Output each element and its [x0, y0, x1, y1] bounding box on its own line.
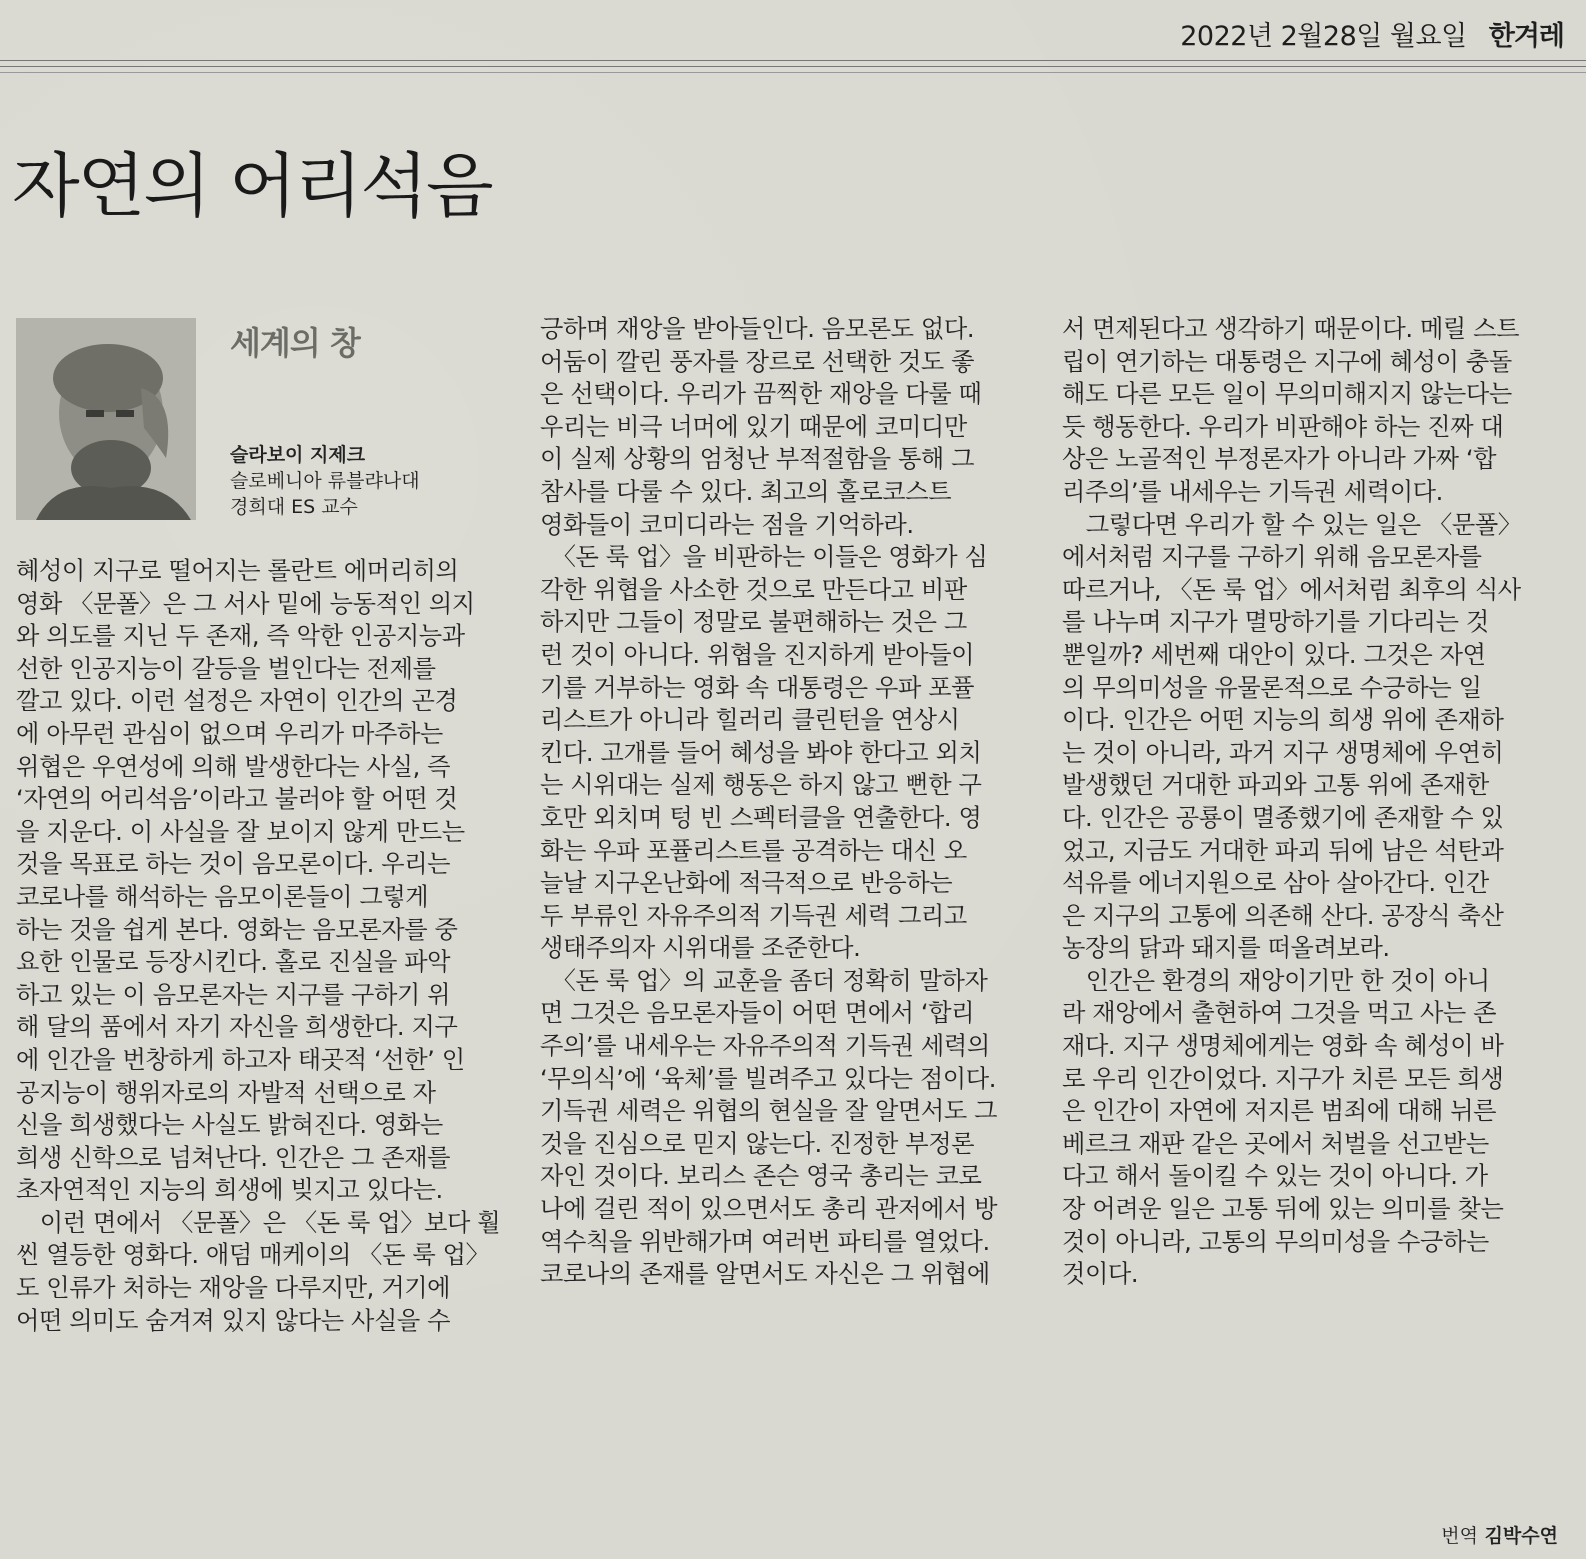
article-text-line: 공지능이 행위자로의 자발적 선택으로 자 — [16, 1078, 436, 1107]
article-text-line: 참사를 다룰 수 있다. 최고의 홀로코스트 — [540, 477, 952, 506]
author-portrait — [16, 318, 196, 520]
article-text-line: 이 실제 상황의 엄청난 부적절함을 통해 그 — [540, 445, 975, 474]
article-text-line: 이런 면에서 〈문폴〉은 〈돈 룩 업〉보다 훨 — [16, 1208, 501, 1237]
article-text-line: 하고 있는 이 음모론자는 지구를 구하기 위 — [16, 980, 451, 1009]
article-text-line: 어떤 의미도 숨겨져 있지 않다는 사실을 수 — [16, 1306, 451, 1335]
article-text-line: ‘자연의 어리석음’이라고 불러야 할 어떤 것 — [16, 785, 458, 814]
article-text-line: 재다. 지구 생명체에게는 영화 속 혜성이 바 — [1062, 1032, 1504, 1061]
article-text-line: 은 선택이다. 우리가 끔찍한 재앙을 다룰 때 — [540, 380, 982, 409]
article-text-line: 두 부류인 자유주의적 기득권 세력 그리고 — [540, 901, 967, 930]
article-text-line: 기득권 세력은 위협의 현실을 잘 알면서도 그 — [540, 1097, 998, 1126]
article-column-1 — [16, 555, 506, 1337]
article-text-line: 코로나를 해석하는 음모이론들이 그렇게 — [16, 882, 429, 911]
article-text-line: 자인 것이다. 보리스 존슨 영국 총리는 코로 — [540, 1162, 982, 1191]
translator-credit — [1441, 1521, 1558, 1548]
article-text-line: 도 인류가 처하는 재앙을 다루지만, 거기에 — [16, 1274, 451, 1303]
author-affiliation: 경희대 ES 교수 — [230, 496, 358, 518]
article-text-line: 장 어려운 일은 고통 뒤에 있는 의미를 찾는 — [1062, 1195, 1504, 1224]
article-text-line: 는 시위대는 실제 행동은 하지 않고 뻔한 구 — [540, 771, 982, 800]
article-text-line: 뿐일까? 세번째 대안이 있다. 그것은 자연 — [1062, 640, 1486, 669]
article-text-line: 것을 진심으로 믿지 않는다. 진정한 부정론 — [540, 1129, 975, 1158]
article-text-line: 호만 외치며 텅 빈 스펙터클을 연출한다. 영 — [540, 803, 982, 832]
masthead — [1180, 14, 1564, 53]
article-text-line: 우리는 비극 너머에 있기 때문에 코미디만 — [540, 412, 967, 441]
article-text-line: 해도 다른 모든 일이 무의미해지지 않는다는 — [1062, 380, 1512, 409]
article-text-line: 런 것이 아니다. 위협을 진지하게 받아들이 — [540, 640, 975, 669]
article-text-line: 신을 희생했다는 사실도 밝혀진다. 영화는 — [16, 1111, 443, 1140]
article-text-line: 의 무의미성을 유물론적으로 수긍하는 일 — [1062, 673, 1482, 702]
article-text-line: 킨다. 고개를 들어 혜성을 봐야 한다고 외치 — [540, 738, 982, 767]
article-text-line: 는 것이 아니라, 과거 지구 생명체에 우연히 — [1062, 738, 1504, 767]
article-text-line: 것을 목표로 하는 것이 음모론이다. 우리는 — [16, 850, 451, 879]
article-text-line: 위협은 우연성에 의해 발생한다는 사실, 즉 — [16, 752, 451, 781]
article-text-line: 늘날 지구온난화에 적극적으로 반응하는 — [540, 869, 953, 898]
article-text-line: 깔고 있다. 이런 설정은 자연이 인간의 곤경 — [16, 687, 458, 716]
article-text-line: 농장의 닭과 돼지를 떠올려보라. — [1062, 934, 1390, 963]
article-text-line: 은 지구의 고통에 의존해 산다. 공장식 축산 — [1062, 901, 1504, 930]
article-text-line: 다. 인간은 공룡이 멸종했기에 존재할 수 있 — [1062, 803, 1504, 832]
article-column-2 — [540, 313, 1030, 1291]
article-text-line: 라 재앙에서 출현하여 그것을 먹고 사는 존 — [1062, 999, 1497, 1028]
article-column-3 — [1062, 313, 1562, 1291]
article-text-line: 그렇다면 우리가 할 수 있는 일은 〈문폴〉 — [1062, 510, 1522, 539]
column-series-title: 세계의 창 — [230, 324, 360, 362]
article-text-line: 인간은 환경의 재앙이기만 한 것이 아니 — [1062, 966, 1490, 995]
article-text-line: 석유를 에너지원으로 삼아 살아간다. 인간 — [1062, 869, 1489, 898]
article-text-line: 해 달의 품에서 자기 자신을 희생한다. 지구 — [16, 1013, 458, 1042]
article-text-line: 하는 것을 쉽게 본다. 영화는 음모론자를 중 — [16, 915, 458, 944]
article-text-line: 생태주의자 시위대를 조준한다. — [540, 934, 861, 963]
translator-name: 김박수연 — [1484, 1525, 1558, 1547]
article-text-line: 혜성이 지구로 떨어지는 롤란트 에머리히의 — [16, 557, 459, 585]
article-text-line: 다고 해서 돌이킬 수 있는 것이 아니다. 가 — [1062, 1162, 1488, 1191]
article-text-line: 것이다. — [1062, 1260, 1139, 1289]
article-text-line: 를 나누며 지구가 멸망하기를 기다리는 것 — [1062, 608, 1489, 637]
article-text-line: 면 그것은 음모론자들이 어떤 면에서 ‘합리 — [540, 999, 975, 1028]
article-text-line: 역수칙을 위반해가며 여러번 파티를 열었다. — [540, 1227, 990, 1256]
translator-label: 번역 — [1441, 1525, 1478, 1547]
author-affiliation: 슬로베니아 류블랴나대 — [230, 470, 420, 492]
article-text-line: 은 인간이 자연에 저지른 범죄에 대해 뉘른 — [1062, 1097, 1497, 1126]
article-text-line: 리스트가 아니라 힐러리 클린턴을 연상시 — [540, 706, 960, 735]
header-divider — [0, 72, 1586, 73]
article-text-line: 씬 열등한 영화다. 애덤 매케이의 〈돈 룩 업〉 — [16, 1241, 490, 1270]
article-text-line: 와 의도를 지닌 두 존재, 즉 악한 인공지능과 — [16, 622, 465, 651]
article-text-line: 나에 걸린 적이 있으면서도 총리 관저에서 방 — [540, 1195, 998, 1224]
article-text-line: 요한 인물로 등장시킨다. 홀로 진실을 파악 — [16, 948, 451, 977]
article-text-line: 이다. 인간은 어떤 지능의 희생 위에 존재하 — [1062, 706, 1504, 735]
article-text-line: 긍하며 재앙을 받아들인다. 음모론도 없다. — [540, 315, 975, 343]
article-text-line: 어둠이 깔린 풍자를 장르로 선택한 것도 좋 — [540, 347, 975, 376]
article-text-line: 베르크 재판 같은 곳에서 처벌을 선고받는 — [1062, 1129, 1489, 1158]
article-text-line: 〈돈 룩 업〉을 비판하는 이들은 영화가 심 — [540, 543, 988, 572]
header-divider — [0, 66, 1586, 67]
article-text-line: 따르거나, 〈돈 룩 업〉에서처럼 최후의 식사 — [1062, 575, 1521, 604]
article-text-line: 에 아무런 관심이 없으며 우리가 마주하는 — [16, 719, 443, 748]
article-text-line: 상은 노골적인 부정론자가 아니라 가짜 ‘합 — [1062, 445, 1497, 474]
article-text-line: 화는 우파 포퓰리스트를 공격하는 대신 오 — [540, 836, 967, 865]
article-text-line: 코로나의 존재를 알면서도 자신은 그 위협에 — [540, 1260, 990, 1289]
article-text-line: 〈돈 룩 업〉의 교훈을 좀더 정확히 말하자 — [540, 966, 988, 995]
article-text-line: 영화 〈문폴〉은 그 서사 밑에 능동적인 의지 — [16, 589, 475, 618]
article-text-line: 기를 거부하는 영화 속 대통령은 우파 포퓰 — [540, 673, 975, 702]
article-text-line: 리주의’를 내세우는 기득권 세력이다. — [1062, 477, 1443, 506]
article-text-line: 립이 연기하는 대통령은 지구에 혜성이 충돌 — [1062, 347, 1512, 376]
article-text-line: 하지만 그들이 정말로 불편해하는 것은 그 — [540, 608, 967, 637]
article-text-line: 주의’를 내세우는 자유주의적 기득권 세력의 — [540, 1032, 990, 1061]
article-text-line: 각한 위협을 사소한 것으로 만든다고 비판 — [540, 575, 967, 604]
article-text-line: 것이 아니라, 고통의 무의미성을 수긍하는 — [1062, 1227, 1489, 1256]
author-byline — [230, 442, 420, 520]
author-name: 슬라보이 지제크 — [230, 444, 366, 466]
article-text-line: 었고, 지금도 거대한 파괴 뒤에 남은 석탄과 — [1062, 836, 1504, 865]
author-photo-icon — [16, 318, 196, 520]
article-text-line: 듯 행동한다. 우리가 비판해야 하는 진짜 대 — [1062, 412, 1504, 441]
article-text-line: 희생 신학으로 넘쳐난다. 인간은 그 존재를 — [16, 1143, 451, 1172]
article-text-line: 영화들이 코미디라는 점을 기억하라. — [540, 510, 914, 539]
article-text-line: 초자연적인 지능의 희생에 빚지고 있다는. — [16, 1176, 443, 1205]
header-divider — [0, 60, 1586, 61]
article-headline: 자연의 어리석음 — [12, 145, 492, 227]
article-text-line: 에 인간을 번창하게 하고자 태곳적 ‘선한’ 인 — [16, 1045, 465, 1074]
article-text-line: ‘무의식’에 ‘육체’를 빌려주고 있다는 점이다. — [540, 1064, 997, 1093]
newspaper-logo: 한겨레 — [1488, 21, 1564, 52]
article-text-line: 선한 인공지능이 갈등을 벌인다는 전제를 — [16, 654, 436, 683]
article-text-line: 발생했던 거대한 파괴와 고통 위에 존재한 — [1062, 771, 1489, 800]
article-text-line: 을 지운다. 이 사실을 잘 보이지 않게 만드는 — [16, 817, 465, 846]
article-text-line: 서 면제된다고 생각하기 때문이다. 메릴 스트 — [1062, 315, 1520, 343]
article-text-line: 에서처럼 지구를 구하기 위해 음모론자를 — [1062, 543, 1482, 572]
article-text-line: 로 우리 인간이었다. 지구가 치른 모든 희생 — [1062, 1064, 1504, 1093]
publication-date: 2022년 2월28일 월요일 — [1180, 21, 1467, 52]
